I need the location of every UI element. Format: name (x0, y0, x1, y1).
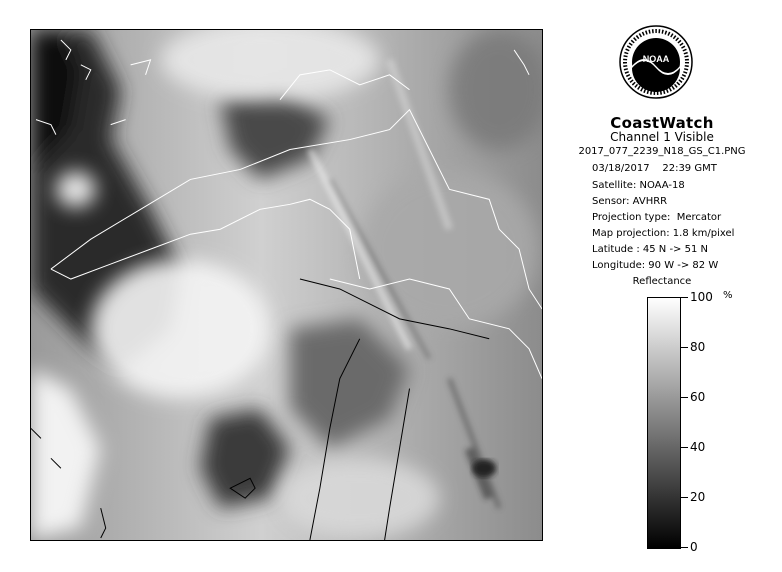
colorbar-tick-label: 0 (690, 540, 698, 554)
projection-type-label: Projection type: Mercator (592, 212, 722, 223)
colorbar-tick (680, 547, 688, 548)
colorbar-tick-label: 40 (690, 440, 706, 454)
filename-label: 2017_077_2239_N18_GS_C1.PNG (578, 146, 746, 157)
satellite-label: Satellite: NOAA-18 (592, 180, 685, 191)
colorbar-ticks (680, 290, 760, 554)
colorbar-tick (680, 297, 688, 298)
colorbar-tick (680, 347, 688, 348)
satellite-image (30, 29, 543, 541)
colorbar-tick (680, 497, 688, 498)
colorbar-tick-label: 60 (690, 390, 706, 404)
latitude-label: Latitude : 45 N -> 51 N (592, 244, 708, 255)
noaa-logo (618, 22, 694, 110)
logo-text: NOAA (642, 54, 670, 64)
colorbar-tick-label: 100 (690, 290, 713, 304)
brand-name: CoastWatch (610, 114, 714, 132)
colorbar-label: Reflectance (632, 276, 692, 287)
longitude-label: Longitude: 90 W -> 82 W (592, 260, 719, 271)
colorbar-tick (680, 447, 688, 448)
colorbar-tick-label: 20 (690, 490, 706, 504)
colorbar-tick (680, 397, 688, 398)
date-time-label: 03/18/2017 22:39 GMT (592, 163, 717, 174)
sensor-label: Sensor: AVHRR (592, 196, 668, 207)
channel-label: Channel 1 Visible (610, 130, 714, 144)
satellite-reflectance-map (31, 30, 542, 540)
map-projection-label: Map projection: 1.8 km/pixel (592, 228, 735, 239)
colorbar (647, 297, 681, 549)
colorbar-tick-label: 80 (690, 340, 706, 354)
colorbar-unit: % (723, 290, 733, 301)
